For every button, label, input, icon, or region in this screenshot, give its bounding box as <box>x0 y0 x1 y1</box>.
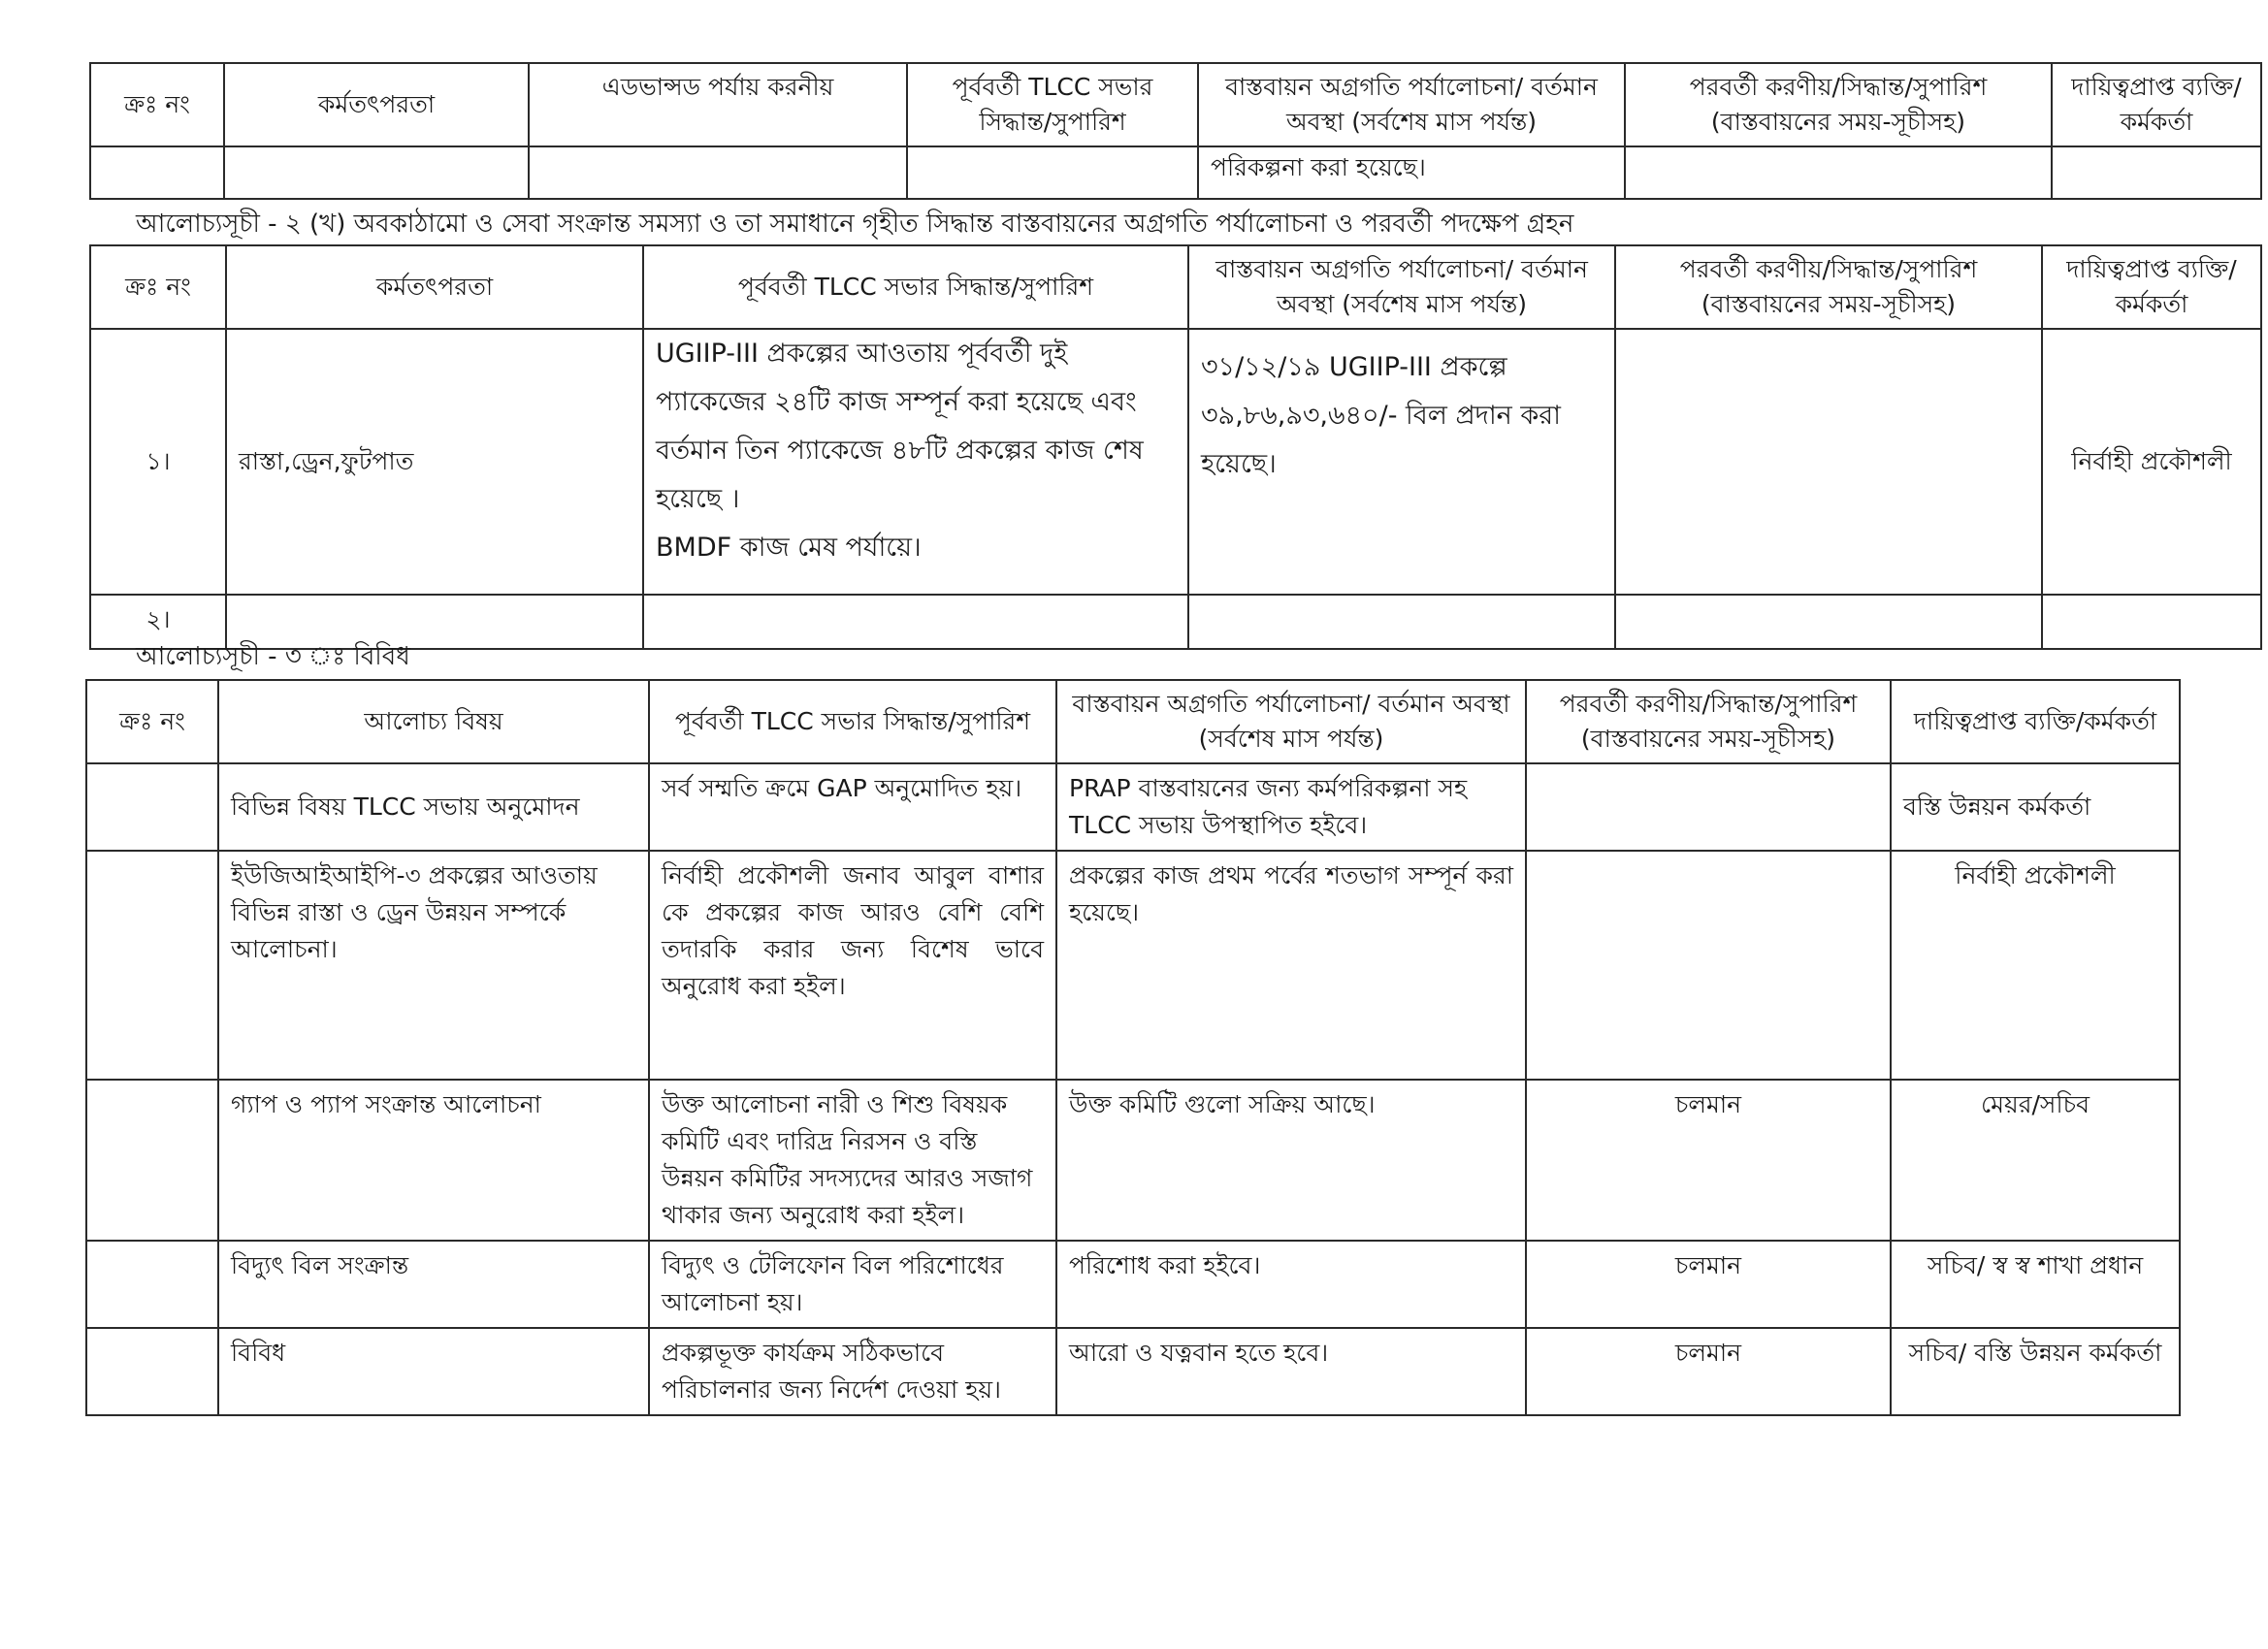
cell-progress: PRAP বাস্তবায়নের জন্য কর্মপরিকল্পনা সহ TLCC সভায় উপস্থাপিত হইবে। <box>1056 763 1526 851</box>
header-previous-decision: পূর্ববর্তী TLCC সভার সিদ্ধান্ত/সুপারিশ <box>649 680 1056 763</box>
cell-serial: ২। <box>90 595 226 649</box>
cell-next-action: চলমান <box>1526 1241 1891 1328</box>
table-row <box>86 1080 2180 1241</box>
header-progress: বাস্তবায়ন অগ্রগতি পর্যালোচনা/ বর্তমান অবস্থা (সর্বশেষ মাস পর্যন্ত) <box>1188 245 1615 329</box>
cell-progress: প্রকল্পের কাজ প্রথম পর্বের শতভাগ সম্পূর্ন করা হয়েছে। <box>1056 851 1526 1080</box>
table-row <box>90 329 2261 595</box>
table-infrastructure <box>89 244 2262 650</box>
cell-responsible <box>2052 146 2261 199</box>
cell-next-action: চলমান <box>1526 1080 1891 1241</box>
section-title-agenda-2b: আলোচ্যসূচী - ২ (খ) অবকাঠামো ও সেবা সংক্রান্ত সমস্যা ও তা সমাধানে গৃহীত সিদ্ধান্ত বাস্তবায়নের অগ্রগতি পর্যালোচনা ও পরবর্তী পদক্ষেপ গ্রহন <box>136 210 1574 239</box>
table-row <box>90 595 2261 649</box>
cell-next-action <box>1615 595 2042 649</box>
cell-previous-decision <box>643 329 1188 595</box>
table-header-row <box>90 63 2261 146</box>
table-continuation <box>89 62 2262 200</box>
cell-serial <box>86 1328 218 1415</box>
header-next-action: পরবর্তী করণীয়/সিদ্ধান্ত/সুপারিশ (বাস্তবায়নের সময়-সূচীসহ) <box>1526 680 1891 763</box>
cell-previous-decision: সর্ব সম্মতি ক্রমে GAP অনুমোদিত হয়। <box>649 763 1056 851</box>
header-serial: ক্রঃ নং <box>86 680 218 763</box>
cell-progress: পরিশোধ করা হইবে। <box>1056 1241 1526 1328</box>
table-row <box>90 146 2261 199</box>
header-next-action: পরবর্তী করণীয়/সিদ্ধান্ত/সুপারিশ (বাস্তবায়নের সময়-সূচীসহ) <box>1615 245 2042 329</box>
cell-activity <box>224 146 529 199</box>
cell-previous-decision <box>643 595 1188 649</box>
cell-next-action: চলমান <box>1526 1328 1891 1415</box>
cell-responsible: সচিব/ স্ব স্ব শাখা প্রধান <box>1891 1241 2180 1328</box>
header-next-action: পরবর্তী করণীয়/সিদ্ধান্ত/সুপারিশ (বাস্তবায়নের সময়-সূচীসহ) <box>1625 63 2052 146</box>
cell-progress: আরো ও যত্নবান হতে হবে। <box>1056 1328 1526 1415</box>
header-serial: ক্রঃ নং <box>90 63 224 146</box>
cell-serial <box>86 1080 218 1241</box>
header-progress: বাস্তবায়ন অগ্রগতি পর্যালোচনা/ বর্তমান অবস্থা (সর্বশেষ মাস পর্যন্ত) <box>1056 680 1526 763</box>
cell-progress: পরিকল্পনা করা হয়েছে। <box>1198 146 1625 199</box>
header-activity: কর্মতৎপরতা <box>226 245 643 329</box>
header-activity: কর্মতৎপরতা <box>224 63 529 146</box>
cell-responsible: সচিব/ বস্তি উন্নয়ন কর্মকর্তা <box>1891 1328 2180 1415</box>
cell-next-action <box>1625 146 2052 199</box>
cell-serial <box>86 763 218 851</box>
cell-next-action <box>1615 329 2042 595</box>
cell-responsible: নির্বাহী প্রকৌশলী <box>2042 329 2261 595</box>
header-responsible: দায়িত্বপ্রাপ্ত ব্যক্তি/কর্মকর্তা <box>1891 680 2180 763</box>
cell-activity: রাস্তা,ড্রেন,ফুটপাত <box>226 329 643 595</box>
cell-progress: ৩১/১২/১৯ UGIIP-III প্রকল্পে ৩৯,৮৬,৯৩,৬৪০/- বিল প্রদান করা হয়েছে। <box>1188 329 1615 595</box>
header-advanced: এডভান্সড পর্যায় করনীয় <box>529 63 907 146</box>
cell-previous-decision: উক্ত আলোচনা নারী ও শিশু বিষয়ক কমিটি এবং দারিদ্র নিরসন ও বস্তি উন্নয়ন কমিটির সদস্যদের আরও সজাগ থাকার জন্য অনুরোধ করা হইল। <box>649 1080 1056 1241</box>
section-title-agenda-3: আলোচ্যসূচী - ৩ ঃ বিবিধ <box>136 642 410 671</box>
cell-advanced <box>529 146 907 199</box>
header-progress: বাস্তবায়ন অগ্রগতি পর্যালোচনা/ বর্তমান অবস্থা (সর্বশেষ মাস পর্যন্ত) <box>1198 63 1625 146</box>
cell-topic: বিদ্যুৎ বিল সংক্রান্ত <box>218 1241 649 1328</box>
cell-progress <box>1188 595 1615 649</box>
cell-previous-decision: প্রকল্পভূক্ত কার্যক্রম সঠিকভাবে পরিচালনার জন্য নির্দেশ দেওয়া হয়। <box>649 1328 1056 1415</box>
cell-next-action <box>1526 763 1891 851</box>
cell-topic: বিবিধ <box>218 1328 649 1415</box>
table-row <box>86 1241 2180 1328</box>
cell-serial: ১। <box>90 329 226 595</box>
header-previous-decision: পূর্ববর্তী TLCC সভার সিদ্ধান্ত/সুপারিশ <box>643 245 1188 329</box>
table-row <box>86 763 2180 851</box>
cell-serial <box>90 146 224 199</box>
cell-responsible <box>2042 595 2261 649</box>
header-previous-decision: পূর্ববর্তী TLCC সভার সিদ্ধান্ত/সুপারিশ <box>907 63 1198 146</box>
cell-topic: ইউজিআইআইপি-৩ প্রকল্পের আওতায় বিভিন্ন রাস্তা ও ড্রেন উন্নয়ন সম্পর্কে আলোচনা। <box>218 851 649 1080</box>
decision-text: UGIIP-III প্রকল্পের আওতায় পূর্ববর্তী দুই প্যাকেজের ২৪টি কাজ সম্পূর্ন করা হয়েছে এবং বর্তমান তিন প্যাকেজে ৪৮টি প্রকল্পের কাজ শেষ হয়েছে । <box>656 339 1144 514</box>
table-header-row <box>86 680 2180 763</box>
cell-responsible: মেয়র/সচিব <box>1891 1080 2180 1241</box>
table-miscellaneous <box>85 679 2181 1416</box>
cell-next-action <box>1526 851 1891 1080</box>
cell-previous-decision: বিদ্যুৎ ও টেলিফোন বিল পরিশোধের আলোচনা হয়। <box>649 1241 1056 1328</box>
table-header-row <box>90 245 2261 329</box>
cell-serial <box>86 1241 218 1328</box>
cell-responsible: বস্তি উন্নয়ন কর্মকর্তা <box>1891 763 2180 851</box>
header-responsible: দায়িত্বপ্রাপ্ত ব্যক্তি/কর্মকর্তা <box>2052 63 2261 146</box>
cell-serial <box>86 851 218 1080</box>
cell-previous-decision: নির্বাহী প্রকৌশলী জনাব আবুল বাশার কে প্রকল্পের কাজ আরও বেশি বেশি তদারকি করার জন্য বিশেষ ভাবে অনুরোধ করা হইল। <box>649 851 1056 1080</box>
header-serial: ক্রঃ নং <box>90 245 226 329</box>
decision-text-bmdf: BMDF কাজ মেষ পর্যায়ে। <box>656 533 922 563</box>
table-row <box>86 851 2180 1080</box>
header-responsible: দায়িত্বপ্রাপ্ত ব্যক্তি/কর্মকর্তা <box>2042 245 2261 329</box>
header-topic: আলোচ্য বিষয় <box>218 680 649 763</box>
table-row <box>86 1328 2180 1415</box>
cell-responsible: নির্বাহী প্রকৌশলী <box>1891 851 2180 1080</box>
cell-topic: বিভিন্ন বিষয় TLCC সভায় অনুমোদন <box>218 763 649 851</box>
cell-progress: উক্ত কমিটি গুলো সক্রিয় আছে। <box>1056 1080 1526 1241</box>
cell-previous-decision <box>907 146 1198 199</box>
cell-topic: গ্যাপ ও প্যাপ সংক্রান্ত আলোচনা <box>218 1080 649 1241</box>
